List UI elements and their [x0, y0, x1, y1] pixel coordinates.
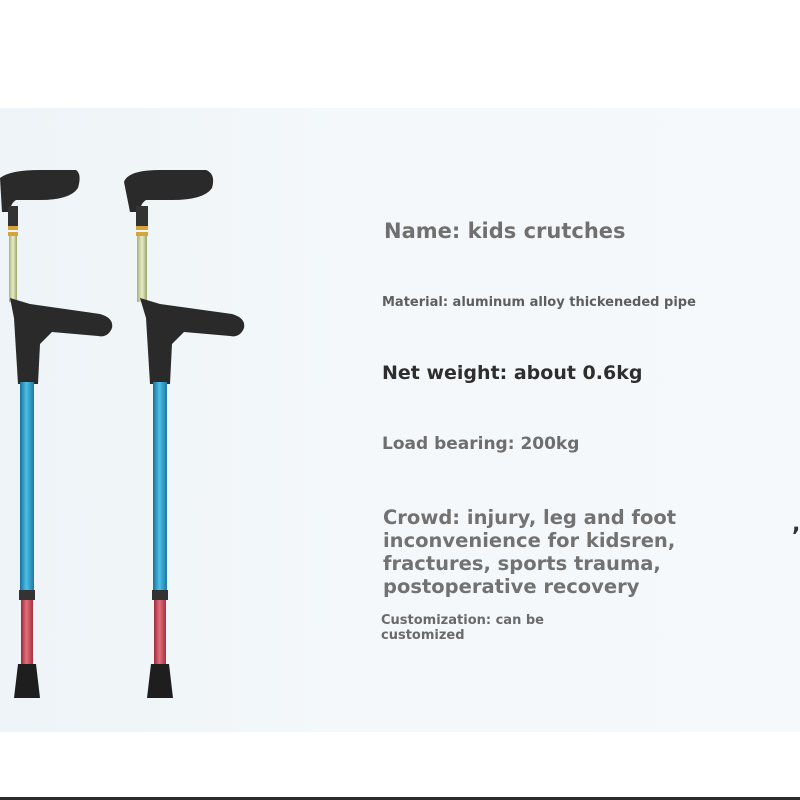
- spec-material: Material: aluminum alloy thickeneded pipe: [382, 295, 696, 310]
- crutch-left: [0, 170, 112, 698]
- spec-net-weight: Net weight: about 0.6kg: [382, 362, 643, 384]
- spec-name: Name: kids crutches: [384, 219, 626, 243]
- spec-crowd: Crowd: injury, leg and foot inconvenience for kidsren, fractures, sports trauma, postoperative recovery: [383, 506, 677, 598]
- spec-load-bearing: Load bearing: 200kg: [382, 434, 580, 454]
- edge-mark: ,: [792, 512, 800, 537]
- crutches-image: [0, 108, 360, 732]
- spec-customization: Customization: can be customized: [381, 613, 544, 643]
- crutch-right: [124, 170, 244, 698]
